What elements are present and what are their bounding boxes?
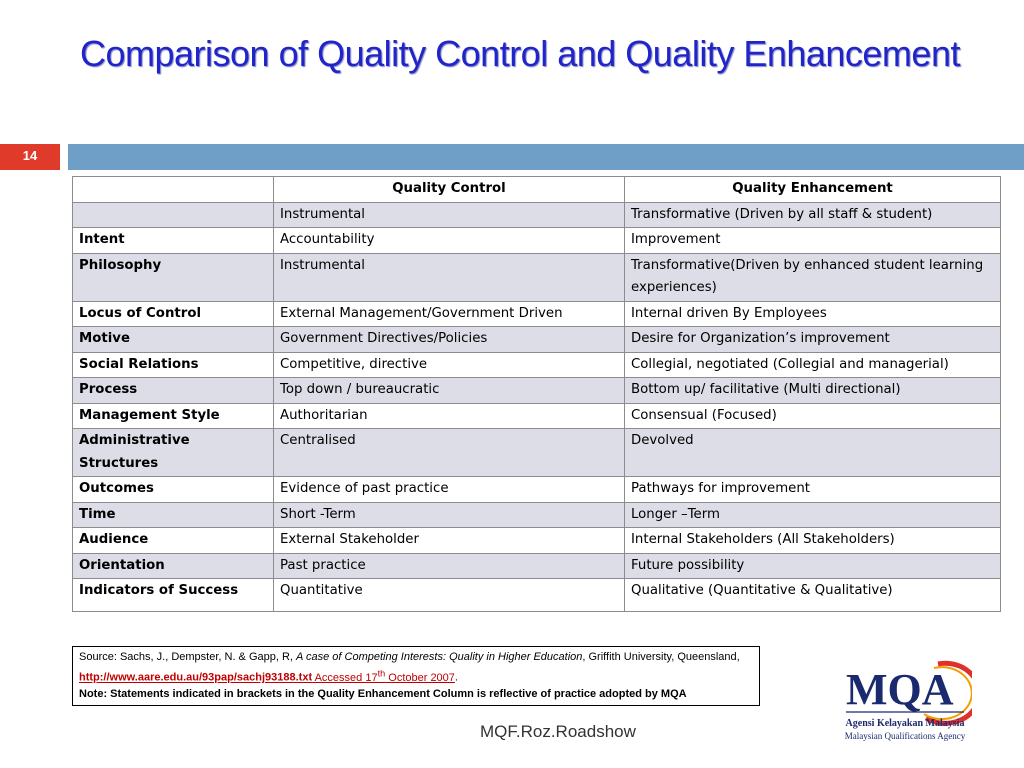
table-row bbox=[73, 579, 1001, 612]
row-label: Administrative Structures bbox=[73, 429, 274, 477]
header-cell: Quality Control bbox=[274, 177, 625, 203]
quality-control-cell: Competitive, directive bbox=[274, 352, 625, 378]
quality-control-cell: Past practice bbox=[274, 553, 625, 579]
quality-control-cell: Government Directives/Policies bbox=[274, 327, 625, 353]
source-publisher: , Griffith University, Queensland, bbox=[582, 651, 740, 663]
quality-enhancement-cell: Qualitative (Quantitative & Qualitative) bbox=[625, 579, 1001, 612]
quality-control-cell: Quantitative bbox=[274, 579, 625, 612]
slide-number: 14 bbox=[0, 144, 60, 170]
row-label: Intent bbox=[73, 228, 274, 254]
table-row bbox=[73, 202, 1001, 228]
header-cell bbox=[73, 177, 274, 203]
table-row bbox=[73, 378, 1001, 404]
slide-title: Comparison of Quality Control and Quality Enhancement bbox=[80, 33, 960, 74]
agency-name-malay: Agensi Kelayakan Malaysia bbox=[845, 718, 965, 729]
quality-control-cell: Accountability bbox=[274, 228, 625, 254]
quality-enhancement-cell: Collegial, negotiated (Collegial and managerial) bbox=[625, 352, 1001, 378]
accessed-text: Accessed 17 bbox=[312, 671, 378, 684]
row-label: Motive bbox=[73, 327, 274, 353]
table-row bbox=[73, 502, 1001, 528]
quality-enhancement-cell: Desire for Organization’s improvement bbox=[625, 327, 1001, 353]
table-row bbox=[73, 327, 1001, 353]
header-cell: Quality Enhancement bbox=[625, 177, 1001, 203]
row-label bbox=[73, 202, 274, 228]
source-citation-box bbox=[72, 646, 760, 706]
row-label: Process bbox=[73, 378, 274, 404]
row-label: Audience bbox=[73, 528, 274, 554]
table-row bbox=[73, 253, 1001, 301]
table-row bbox=[73, 301, 1001, 327]
table-row bbox=[73, 528, 1001, 554]
row-label: Philosophy bbox=[73, 253, 274, 301]
quality-control-cell: External Stakeholder bbox=[274, 528, 625, 554]
row-label: Indicators of Success bbox=[73, 579, 274, 612]
quality-enhancement-cell: Longer –Term bbox=[625, 502, 1001, 528]
row-label: Time bbox=[73, 502, 274, 528]
quality-control-cell: Short -Term bbox=[274, 502, 625, 528]
title-divider-bar bbox=[68, 144, 1024, 170]
quality-enhancement-cell: Consensual (Focused) bbox=[625, 403, 1001, 429]
quality-enhancement-cell: Internal driven By Employees bbox=[625, 301, 1001, 327]
footer-text: MQF.Roz.Roadshow bbox=[480, 722, 636, 741]
quality-enhancement-cell: Devolved bbox=[625, 429, 1001, 477]
mqa-logo-caption bbox=[838, 718, 972, 742]
row-label: Social Relations bbox=[73, 352, 274, 378]
quality-control-cell: Evidence of past practice bbox=[274, 477, 625, 503]
quality-enhancement-cell: Transformative (Driven by all staff & student) bbox=[625, 202, 1001, 228]
source-accessed-date[interactable] bbox=[312, 668, 455, 684]
table-row bbox=[73, 228, 1001, 254]
quality-control-cell: Instrumental bbox=[274, 253, 625, 301]
quality-enhancement-cell: Transformative(Driven by enhanced student learning experiences) bbox=[625, 253, 1001, 301]
row-label: Outcomes bbox=[73, 477, 274, 503]
accessed-month-year: October 2007 bbox=[385, 671, 455, 684]
source-link[interactable]: http://www.aare.edu.au/93pap/sachj93188.txt bbox=[79, 671, 313, 684]
row-label: Locus of Control bbox=[73, 301, 274, 327]
source-note: Note: Statements indicated in brackets in the Quality Enhancement Column is reflective of practice adopted by MQA bbox=[79, 687, 687, 700]
row-label: Orientation bbox=[73, 553, 274, 579]
quality-enhancement-cell: Future possibility bbox=[625, 553, 1001, 579]
table-row bbox=[73, 352, 1001, 378]
table-row bbox=[73, 553, 1001, 579]
mqa-logo-mark: MQA bbox=[846, 665, 954, 714]
comparison-table bbox=[72, 176, 1001, 612]
agency-name-english: Malaysian Qualifications Agency bbox=[844, 731, 966, 741]
table-row bbox=[73, 403, 1001, 429]
quality-enhancement-cell: Improvement bbox=[625, 228, 1001, 254]
table-row bbox=[73, 477, 1001, 503]
row-label: Management Style bbox=[73, 403, 274, 429]
source-work-title: A case of Competing Interests: Quality in Higher Education bbox=[296, 651, 583, 663]
quality-control-cell: Instrumental bbox=[274, 202, 625, 228]
source-prefix: Source: Sachs, J., Dempster, N. & Gapp, R, bbox=[79, 651, 297, 663]
accessed-ordinal: th bbox=[377, 668, 386, 678]
source-end: . bbox=[454, 671, 458, 684]
quality-control-cell: Centralised bbox=[274, 429, 625, 477]
quality-control-cell: External Management/Government Driven bbox=[274, 301, 625, 327]
quality-enhancement-cell: Bottom up/ facilitative (Multi directional) bbox=[625, 378, 1001, 404]
table-row bbox=[73, 429, 1001, 477]
quality-enhancement-cell: Internal Stakeholders (All Stakeholders) bbox=[625, 528, 1001, 554]
quality-enhancement-cell: Pathways for improvement bbox=[625, 477, 1001, 503]
quality-control-cell: Authoritarian bbox=[274, 403, 625, 429]
quality-control-cell: Top down / bureaucratic bbox=[274, 378, 625, 404]
table-header-row bbox=[73, 177, 1001, 203]
